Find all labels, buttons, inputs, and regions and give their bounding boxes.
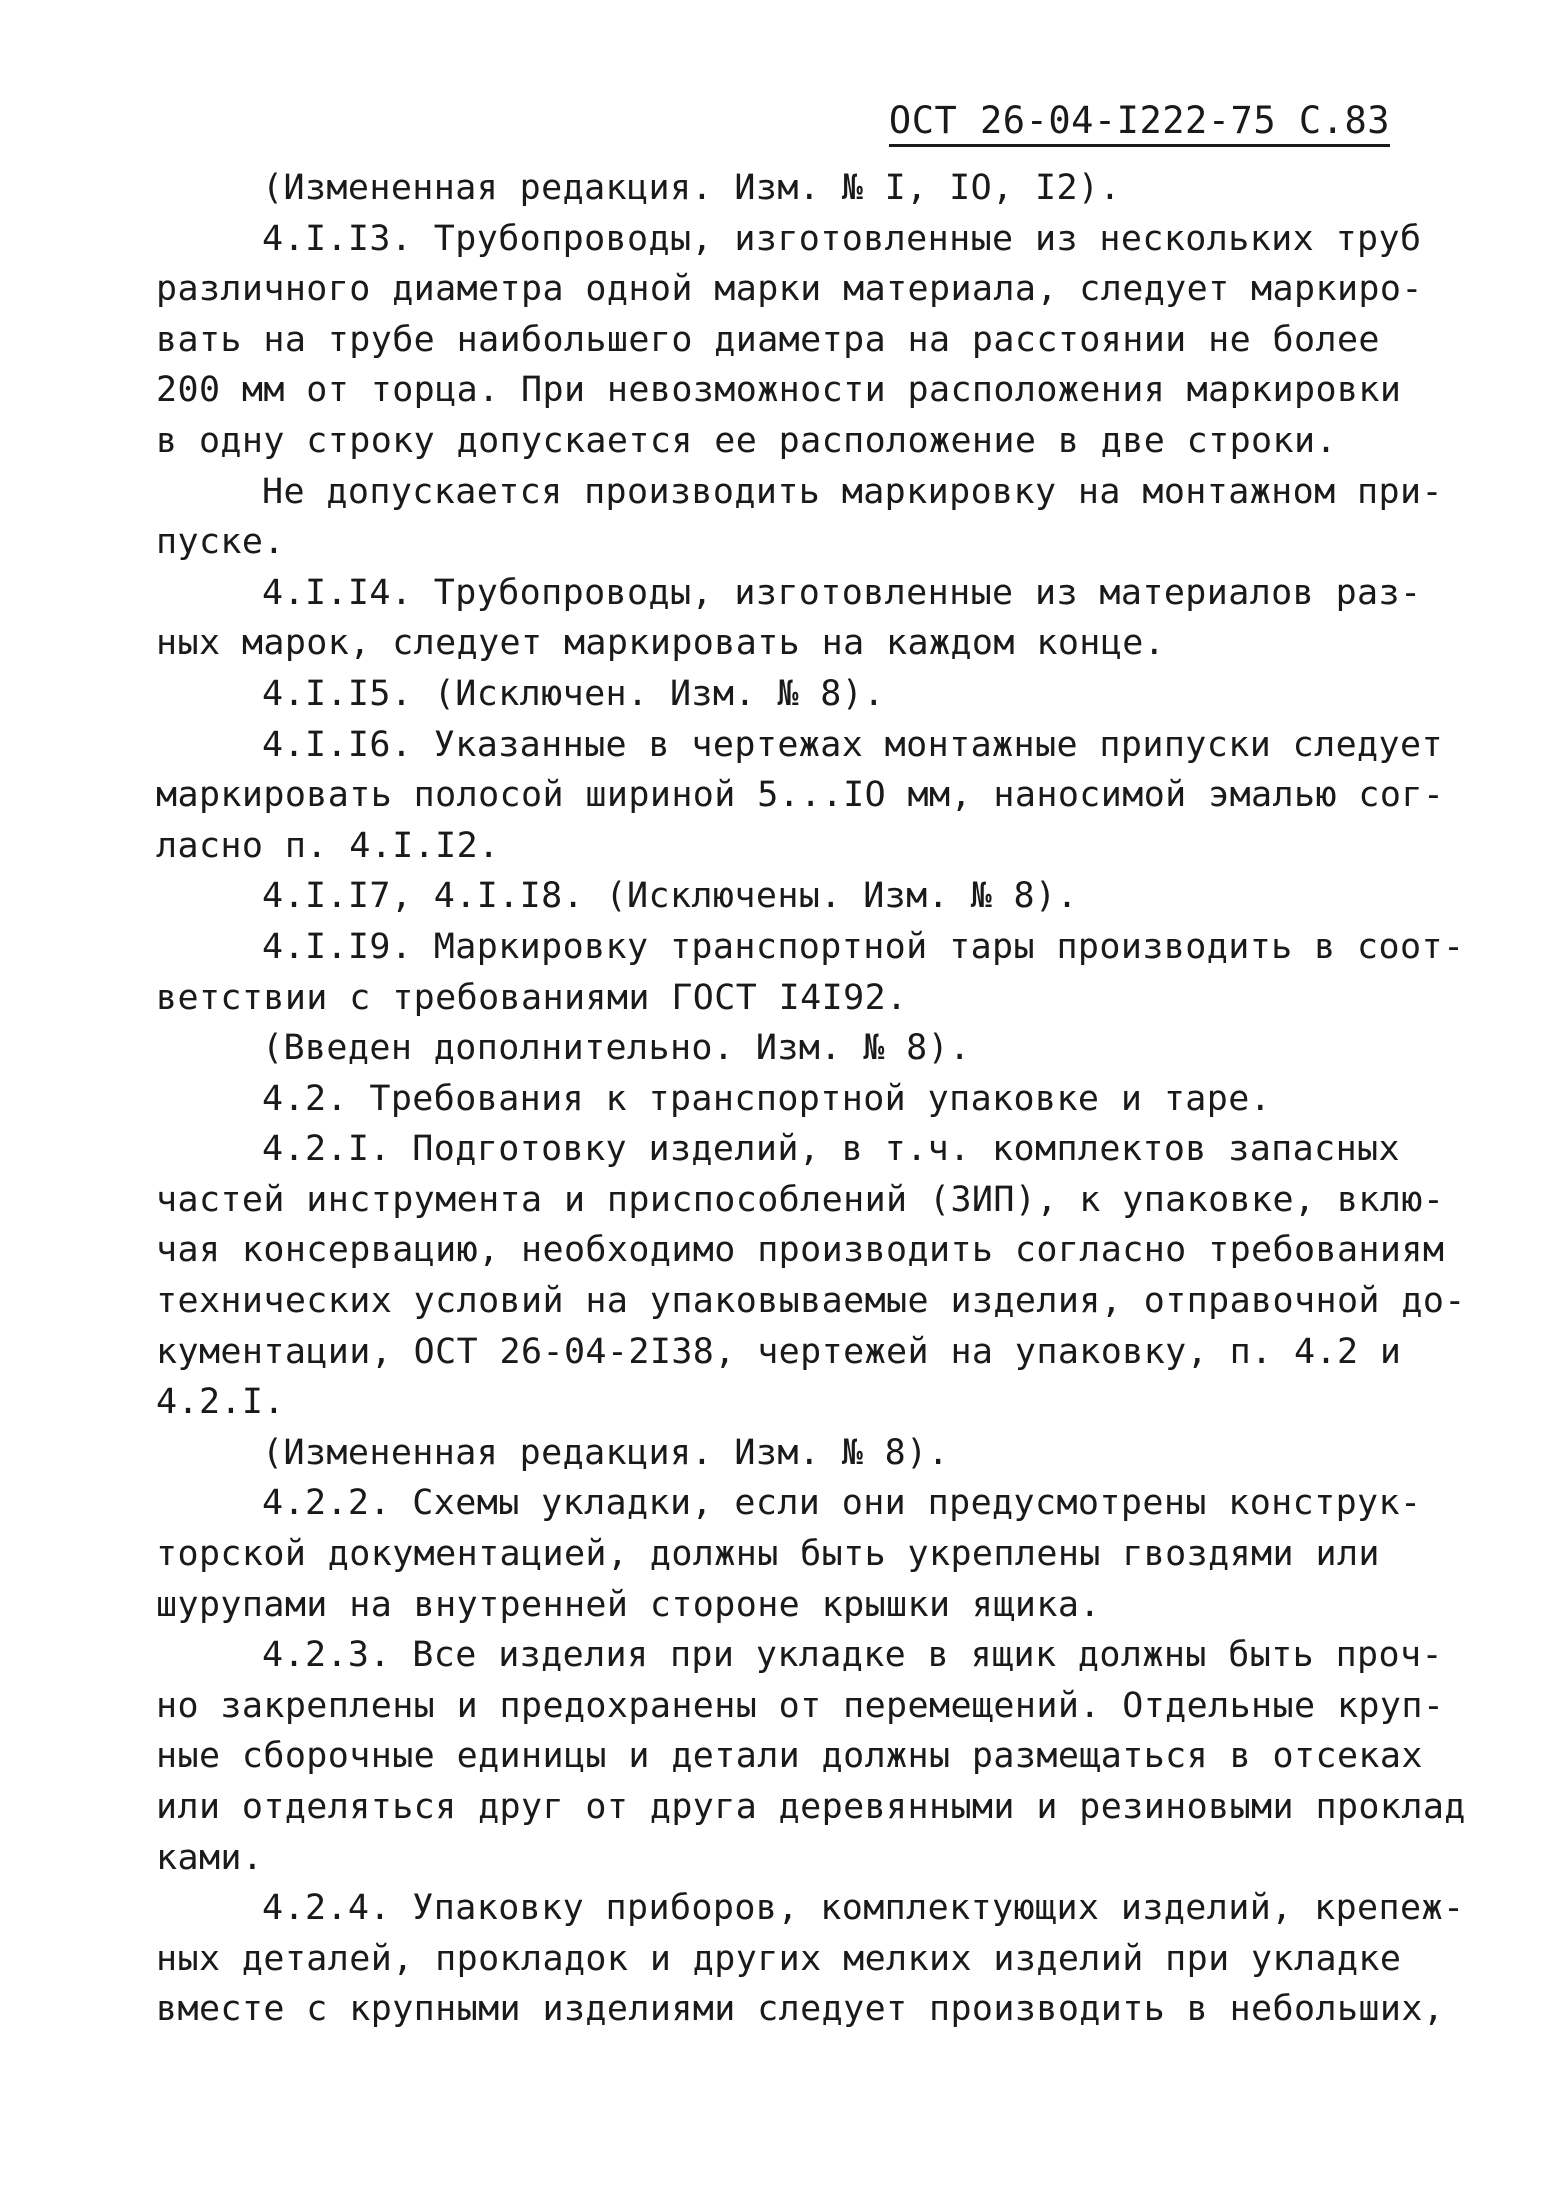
text-line: шурупами на внутренней стороне крышки ящика. bbox=[156, 1584, 1101, 1625]
text-line: 4.2. Требования к транспортной упаковке и таре. bbox=[262, 1078, 1272, 1119]
text-line: ками. bbox=[156, 1837, 264, 1878]
text-line: 4.2.2. Схемы укладки, если они предусмотрены конструк- bbox=[262, 1483, 1422, 1524]
text-line: маркировать полосой шириной 5...IO мм, наносимой эмалью сог- bbox=[156, 775, 1445, 816]
text-line: но закреплены и предохранены от перемещений. Отдельные круп- bbox=[156, 1685, 1445, 1726]
text-line: 4.2.4. Упаковку приборов, комплектующих изделий, крепеж- bbox=[262, 1888, 1465, 1929]
text-line: 4.I.I9. Маркировку транспортной тары производить в соот- bbox=[262, 926, 1465, 967]
text-line: ласно п. 4.I.I2. bbox=[156, 825, 500, 866]
text-line: 4.2.3. Все изделия при укладке в ящик должны быть проч- bbox=[262, 1635, 1443, 1676]
text-line: или отделяться друг от друга деревянными и резиновыми проклад bbox=[156, 1787, 1466, 1827]
text-line: ных деталей, прокладок и других мелких изделий при укладке bbox=[156, 1938, 1402, 1979]
text-line: кументации, ОСТ 26-04-2I38, чертежей на упаковку, п. 4.2 и bbox=[156, 1331, 1402, 1372]
text-line: ных марок, следует маркировать на каждом конце. bbox=[156, 623, 1166, 664]
text-line: 4.I.I7, 4.I.I8. (Исключены. Изм. № 8). bbox=[262, 876, 1078, 917]
text-line: различного диаметра одной марки материала, следует маркиро- bbox=[156, 269, 1423, 310]
text-line: (Введен дополнительно. Изм. № 8). bbox=[262, 1028, 971, 1069]
text-line: Не допускается производить маркировку на монтажном при- bbox=[262, 471, 1443, 512]
text-line: (Измененная редакция. Изм. № 8). bbox=[262, 1432, 950, 1473]
text-line: (Измененная редакция. Изм. № I, IO, I2). bbox=[262, 168, 1121, 208]
text-line: 4.I.I4. Трубопроводы, изготовленные из материалов раз- bbox=[262, 572, 1422, 613]
text-line: 4.2.I. bbox=[156, 1382, 285, 1423]
text-line: 4.I.I5. (Исключен. Изм. № 8). bbox=[262, 673, 885, 714]
text-line: в одну строку допускается ее расположение в две строки. bbox=[156, 420, 1337, 461]
document-header: ОСТ 26-04-I222-75 С.83 bbox=[889, 100, 1390, 147]
text-line: 4.I.I3. Трубопроводы, изготовленные из нескольких труб bbox=[262, 218, 1422, 259]
text-line: частей инструмента и приспособлений (ЗИП), к упаковке, вклю- bbox=[156, 1179, 1445, 1220]
text-line: чая консервацию, необходимо производить согласно требованиям bbox=[156, 1230, 1445, 1271]
document-body bbox=[156, 163, 1466, 2035]
text-line: пуске. bbox=[156, 522, 285, 563]
text-line: 200 мм от торца. При невозможности расположения маркировки bbox=[156, 370, 1402, 411]
text-line: технических условий на упаковываемые изделия, отправочной до- bbox=[156, 1281, 1466, 1322]
text-line: ные сборочные единицы и детали должны размещаться в отсеках bbox=[156, 1736, 1423, 1777]
text-line: вместе с крупными изделиями следует производить в небольших, bbox=[156, 1989, 1445, 2030]
text-line: 4.2.I. Подготовку изделий, в т.ч. комплектов запасных bbox=[262, 1129, 1401, 1170]
text-line: 4.I.I6. Указанные в чертежах монтажные припуски следует bbox=[262, 724, 1443, 765]
text-line: вать на трубе наибольшего диаметра на расстоянии не более bbox=[156, 319, 1380, 360]
text-line: торской документацией, должны быть укреплены гвоздями или bbox=[156, 1534, 1380, 1575]
text-line: ветствии с требованиями ГОСТ I4I92. bbox=[156, 977, 908, 1018]
